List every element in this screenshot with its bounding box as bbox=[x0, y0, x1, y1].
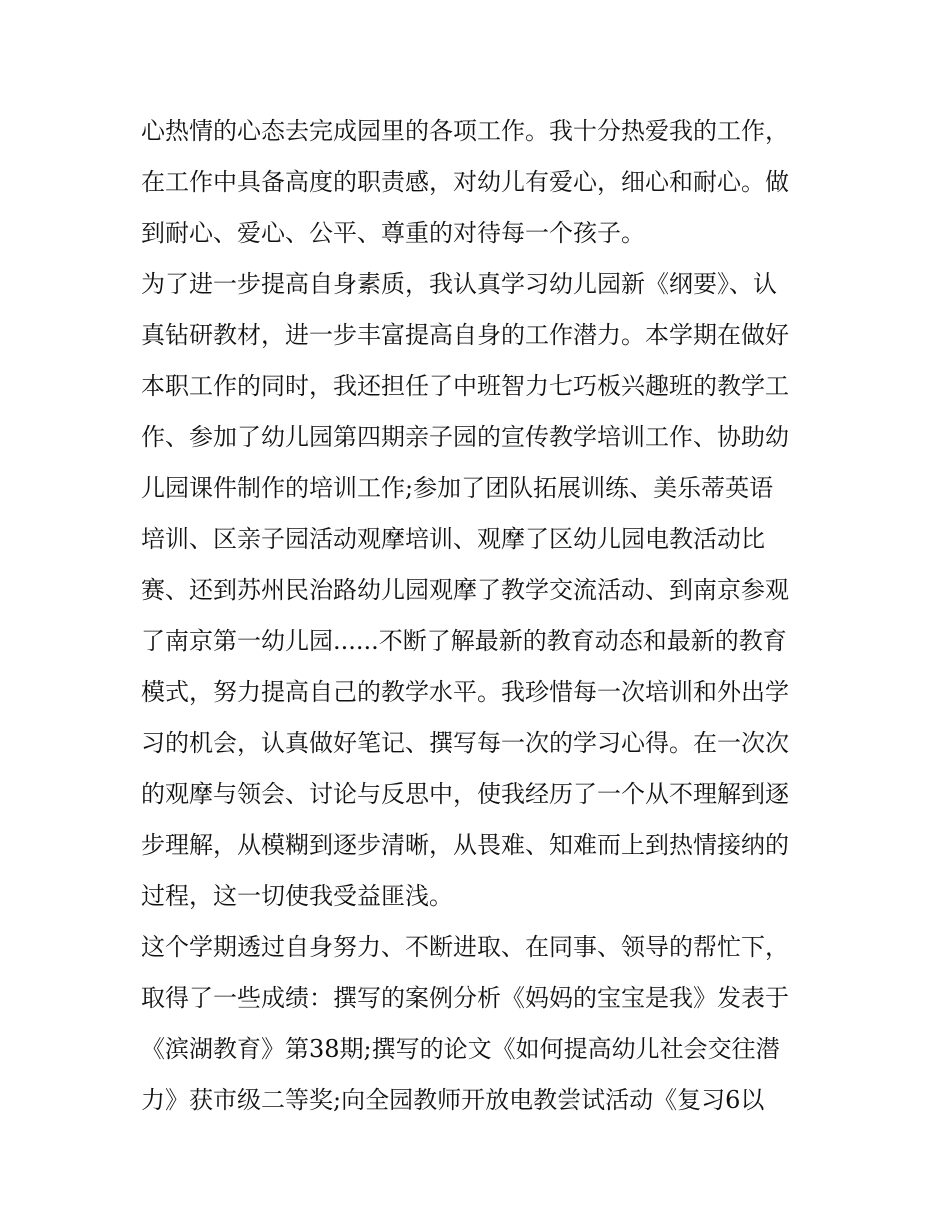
text-line: 习的机会，认真做好笔记、撰写每一次的学习心得。在一次次 bbox=[141, 729, 789, 757]
text-line: 模式，努力提高自己的教学水平。我珍惜每一次培训和外出学 bbox=[141, 678, 789, 706]
text-line: 取得了一些成绩：撰写的案例分析《妈妈的宝宝是我》发表于 bbox=[141, 984, 789, 1012]
text-line: 力》获市级二等奖;向全园教师开放电教尝试活动《复习6以 bbox=[141, 1086, 765, 1114]
text-line: 儿园课件制作的培训工作;参加了团队拓展训练、美乐蒂英语 bbox=[141, 474, 774, 502]
text-line: 这个学期透过自身努力、不断进取、在同事、领导的帮忙下， bbox=[141, 933, 789, 961]
text-line: 了南京第一幼儿园......不断了解最新的教育动态和最新的教育 bbox=[141, 627, 787, 655]
text-line: 的观摩与领会、讨论与反思中，使我经历了一个从不理解到逐 bbox=[141, 780, 789, 808]
text-line: 真钻研教材，进一步丰富提高自身的工作潜力。本学期在做好 bbox=[141, 321, 789, 349]
text-line: 本职工作的同时，我还担任了中班智力七巧板兴趣班的教学工 bbox=[141, 372, 789, 400]
text-line: 《滨湖教育》第38期;撰写的论文《如何提高幼儿社会交往潜 bbox=[141, 1035, 780, 1063]
text-line: 在工作中具备高度的职责感，对幼儿有爱心，细心和耐心。做 bbox=[141, 168, 789, 196]
document-body bbox=[141, 106, 821, 1126]
text-line: 赛、还到苏州民治路幼儿园观摩了教学交流活动、到南京参观 bbox=[141, 576, 789, 604]
text-line: 到耐心、爱心、公平、尊重的对待每一个孩子。 bbox=[141, 219, 645, 247]
text-line: 步理解，从模糊到逐步清晰，从畏难、知难而上到热情接纳的 bbox=[141, 831, 789, 859]
text-line: 为了进一步提高自身素质，我认真学习幼儿园新《纲要》、认 bbox=[141, 270, 777, 298]
text-line: 培训、区亲子园活动观摩培训、观摩了区幼儿园电教活动比 bbox=[141, 525, 765, 553]
text-line: 心热情的心态去完成园里的各项工作。我十分热爱我的工作， bbox=[141, 117, 789, 145]
text-line: 过程，这一切使我受益匪浅。 bbox=[141, 882, 453, 910]
text-line: 作、参加了幼儿园第四期亲子园的宣传教学培训工作、协助幼 bbox=[141, 423, 789, 451]
